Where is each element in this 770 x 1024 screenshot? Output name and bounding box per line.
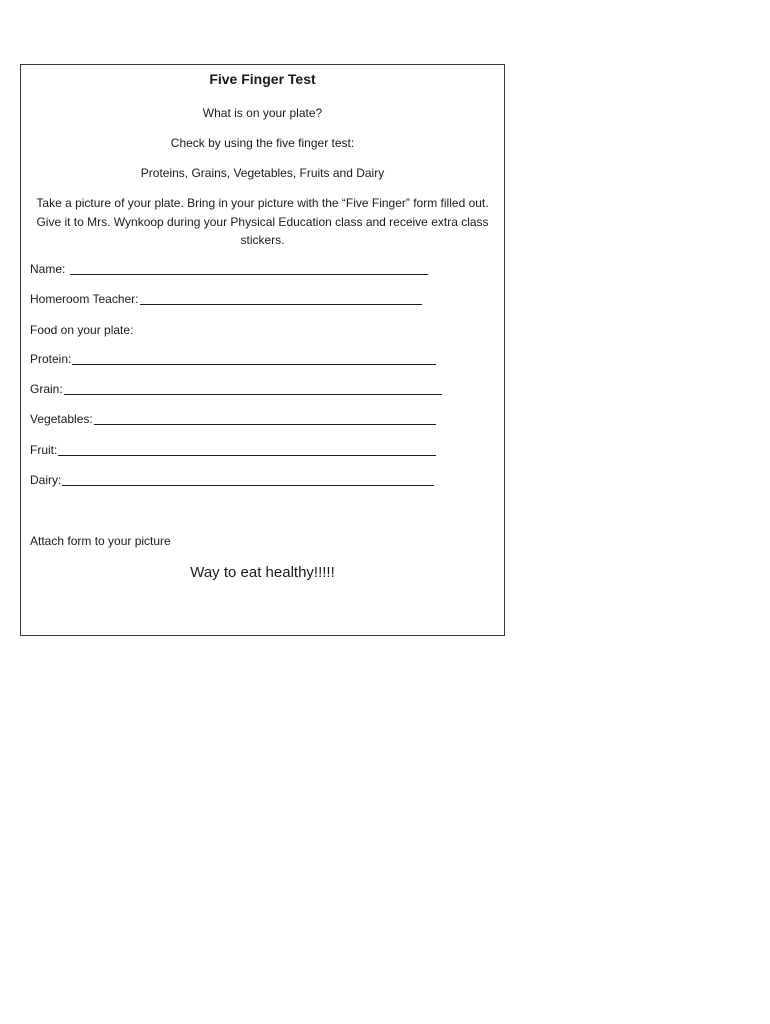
name-input[interactable] xyxy=(70,261,428,275)
fruit-label: Fruit: xyxy=(30,443,58,457)
closing-message: Way to eat healthy!!!!! xyxy=(190,564,335,581)
vegetables-field-row xyxy=(30,411,436,427)
teacher-field-row xyxy=(30,291,422,307)
five-finger-form xyxy=(20,64,505,636)
protein-field-row xyxy=(30,351,436,367)
dairy-input[interactable] xyxy=(62,472,434,486)
food-groups-line: Proteins, Grains, Vegetables, Fruits and Dairy xyxy=(140,166,385,180)
check-instruction: Check by using the five finger test: xyxy=(170,136,355,150)
instructions-paragraph: Take a picture of your plate. Bring in your picture with the “Five Finger” form filled out. Give it to Mrs. Wynkoop during your Physical Education class and receive extra class stickers. xyxy=(36,196,489,247)
fruit-input[interactable] xyxy=(58,442,436,456)
vegetables-label: Vegetables: xyxy=(30,412,93,426)
food-heading: Food on your plate: xyxy=(30,323,134,337)
grain-label: Grain: xyxy=(30,382,63,396)
protein-input[interactable] xyxy=(72,351,436,365)
protein-label: Protein: xyxy=(30,352,72,366)
dairy-field-row xyxy=(30,472,434,488)
form-title: Five Finger Test xyxy=(209,71,316,87)
name-field-row xyxy=(30,261,428,277)
grain-input[interactable] xyxy=(64,381,442,395)
grain-field-row xyxy=(30,381,442,397)
dairy-label: Dairy: xyxy=(30,473,62,487)
name-label: Name: xyxy=(30,262,66,276)
teacher-label: Homeroom Teacher: xyxy=(30,292,139,306)
fruit-field-row xyxy=(30,442,436,458)
teacher-input[interactable] xyxy=(140,291,422,305)
attach-note: Attach form to your picture xyxy=(30,534,171,548)
vegetables-input[interactable] xyxy=(94,411,436,425)
plate-question: What is on your plate? xyxy=(202,106,323,120)
